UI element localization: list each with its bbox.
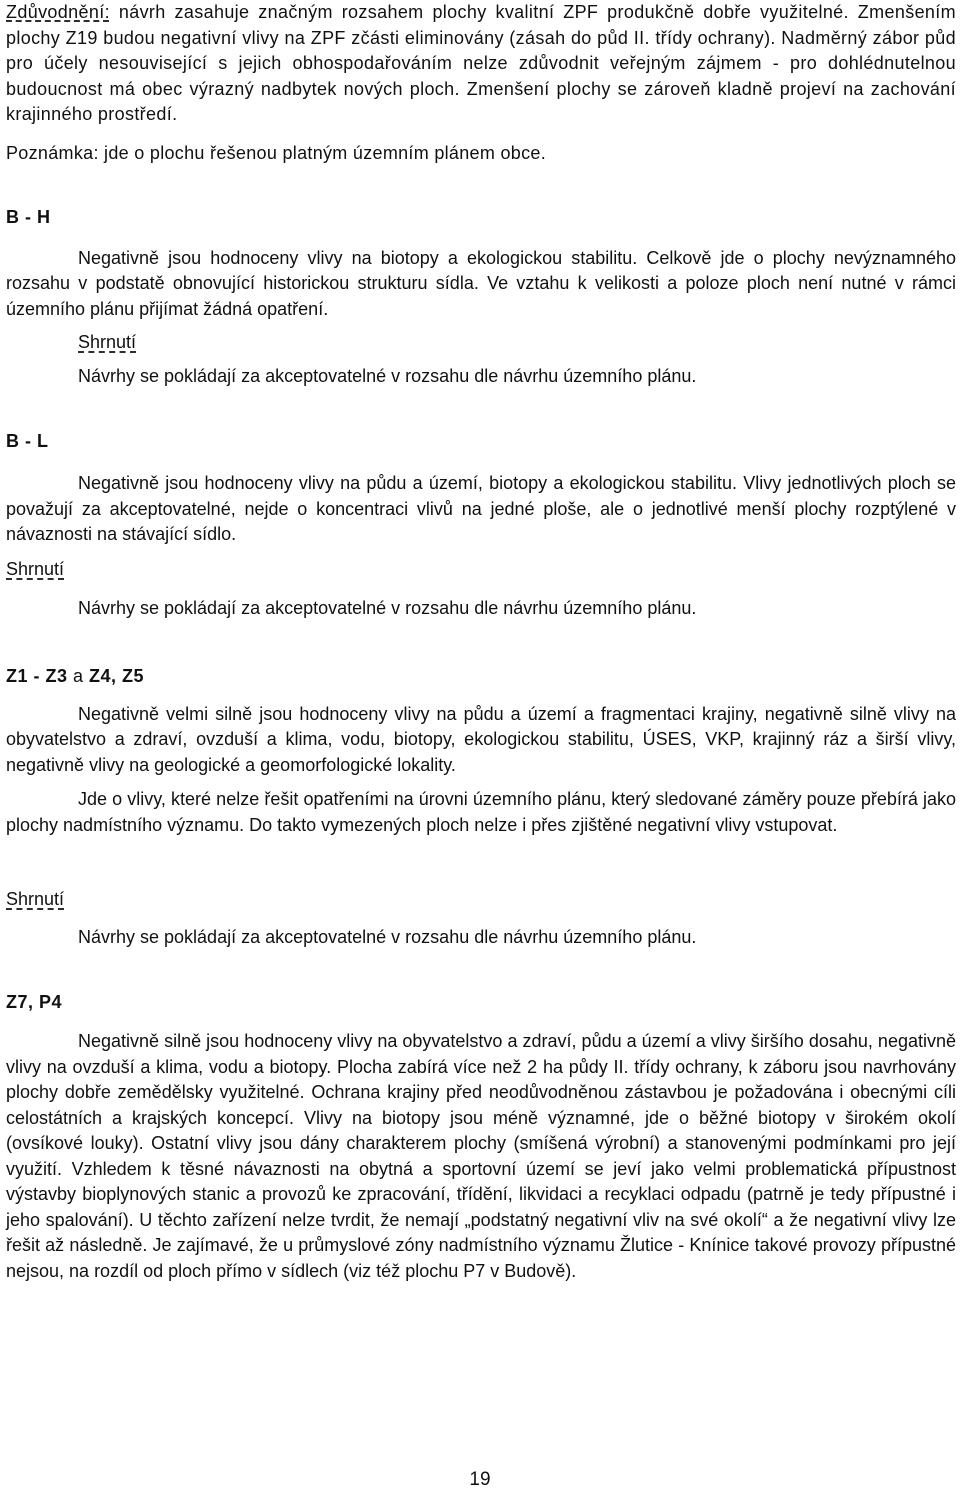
- justification-paragraph: [6, 0, 956, 128]
- summary-label-wrap: [6, 329, 956, 355]
- section-b-l: [6, 429, 956, 621]
- summary-text: Návrhy se pokládají za akceptovatelné v rozsahu dle návrhu územního plánu.: [78, 597, 697, 618]
- section-paragraph: Negativně jsou hodnoceny vlivy na půdu a území, biotopy a ekologickou stabilitu. Vlivy jednotlivých ploch se považují za akceptovatelné, nejde o koncentraci vlivů na jedné ploše, ale o jednotlivé menší plochy rozptýlené v návaznosti na stávající sídlo.: [6, 473, 956, 544]
- page-number: 19: [469, 1469, 491, 1490]
- section-b-h: [6, 205, 956, 390]
- heading-connector: a: [67, 665, 90, 686]
- section-paragraph: Negativně jsou hodnoceny vlivy na biotopy a ekologickou stabilitu. Celkově jde o plochy nevýznamného rozsahu v podstatě obnovující historickou strukturu sídla. Ve vztahu k velikosti a poloze ploch není nutné v rámci územního plánu přijímat žádná opatření.: [6, 247, 956, 319]
- summary-text: Návrhy se pokládají za akceptovatelné v rozsahu dle návrhu územního plánu.: [78, 927, 697, 947]
- summary-label: Shrnutí: [6, 558, 65, 579]
- note-text: Poznámka: jde o plochu řešenou platným územním plánem obce.: [6, 142, 546, 163]
- section-heading: Z7, P4: [6, 992, 63, 1012]
- justification-text: návrh zasahuje značným rozsahem plochy kvalitní ZPF produkčně dobře využitelné. Zmenšením plochy Z19 budou negativní vlivy na ZPF zčásti eliminovány (zásah do půd II. třídy ochrany). Nadměrný zábor půd pro účely nesouvisející s jejich obhospodařováním nelze zdůvodnit veřejným zájmem - pro dohlédnutelnou budoucnost má obec výrazný nadbytek nových ploch. Zmenšení plochy se zároveň kladně projeví na zachování krajinného prostředí.: [6, 2, 956, 124]
- summary-label-wrap: [6, 556, 956, 582]
- section-z7-p4: [6, 990, 956, 1284]
- summary-text: Návrhy se pokládají za akceptovatelné v rozsahu dle návrhu územního plánu.: [78, 366, 697, 386]
- section-heading: B - H: [6, 206, 51, 227]
- section-z1-z5: [6, 664, 956, 951]
- document-page: [6, 0, 956, 1284]
- section-paragraph: Negativně silně jsou hodnoceny vlivy na obyvatelstvo a zdraví, půdu a území a vlivy širšího dosahu, negativně vlivy na ovzduší a klima, vodu a biotopy. Plocha zabírá více než 2 ha půdy II. třídy ochrany, k záboru jsou navrhovány plochy dobře zemědělsky využitelné. Ochrana krajiny před neodůvodněnou zástavbou je požadována i obecnými cíli celostátních a krajských koncepcí. Vlivy na biotopy jsou méně významné, jde o běžné biotopy v širokém okolí (ovsíkové louky). Ostatní vlivy jsou dány charakterem plochy (smíšená výrobní) a stanovenými podmínkami pro její využití. Vzhledem k těsné návaznosti na obytná a sportovní území se jeví jako velmi problematická přípustnost výstavby bioplynových stanic a provozů ke zpracování, třídění, likvidaci a recyklaci odpadu (patrně je tedy přípustné i jeho spalování). U těchto zařízení nelze tvrdit, že nemají „podstatný negativní vliv na své okolí“ a že negativní vlivy lze řešit až následně. Je zajímavé, že u průmyslové zóny nadmístního významu Žlutice - Knínice takové provozy přípustné nejsou, na rozdíl od ploch přímo v sídlech (viz též plochu P7 v Budově).: [6, 1031, 956, 1281]
- section-paragraph: Jde o vlivy, které nelze řešit opatřeními na úrovni územního plánu, který sledované záměry pouze přebírá jako plochy nadmístního významu. Do takto vymezených ploch nelze i přes zjištěné negativní vlivy vstupovat.: [6, 789, 956, 835]
- justification-label: Zdůvodnění:: [6, 2, 110, 22]
- summary-label: Shrnutí: [78, 332, 137, 352]
- section-heading: [6, 664, 956, 688]
- heading-part-b: Z4, Z5: [89, 665, 145, 686]
- heading-part-a: Z1 - Z3: [6, 665, 68, 686]
- summary-label: Shrnutí: [6, 889, 65, 909]
- section-paragraph: Negativně velmi silně jsou hodnoceny vlivy na půdu a území a fragmentaci krajiny, negativně silně vlivy na obyvatelstvo a zdraví, ovzduší a klima, vodu, biotopy, ekologickou stabilitu, ÚSES, VKP, krajinný ráz a širší vlivy, negativně vlivy na geologické a geomorfologické lokality.: [6, 703, 956, 775]
- justification-block: [6, 0, 956, 166]
- summary-label-wrap: [6, 886, 956, 912]
- section-heading: B - L: [6, 431, 49, 451]
